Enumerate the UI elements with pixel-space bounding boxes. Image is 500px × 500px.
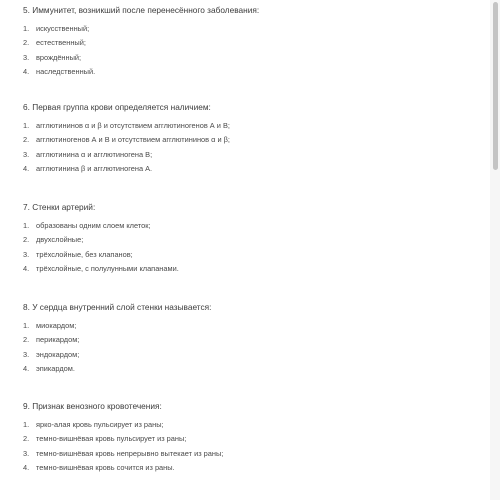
answer-text: агглютинина β и агглютиногена А. <box>36 164 153 174</box>
scrollbar-thumb[interactable] <box>493 2 498 170</box>
answer-number: 3. <box>23 52 30 62</box>
scrollbar-track[interactable] <box>490 0 500 500</box>
answer-list <box>23 22 478 79</box>
answer-option[interactable] <box>23 461 478 475</box>
answer-option[interactable] <box>23 333 478 347</box>
answer-text: агглютининов α и β и отсутствием агглютиногенов А и В; <box>36 121 230 131</box>
answer-number: 4. <box>23 364 30 374</box>
answer-list <box>23 219 478 276</box>
answer-text: миокардом; <box>36 321 77 331</box>
answer-number: 1. <box>23 24 30 34</box>
answer-option[interactable] <box>23 133 478 147</box>
question-9 <box>23 401 478 475</box>
question-7 <box>23 202 478 276</box>
answer-number: 4. <box>23 264 30 274</box>
answer-option[interactable] <box>23 148 478 162</box>
answer-text: врождённый; <box>36 52 82 62</box>
answer-option[interactable] <box>23 418 478 432</box>
answer-number: 4. <box>23 463 30 473</box>
answer-text: перикардом; <box>36 335 80 345</box>
question-title: 6. Первая группа крови определяется наличием: <box>23 102 211 112</box>
answer-option[interactable] <box>23 348 478 362</box>
answer-option[interactable] <box>23 22 478 36</box>
question-6 <box>23 102 478 176</box>
answer-list <box>23 119 478 176</box>
answer-option[interactable] <box>23 219 478 233</box>
answer-number: 2. <box>23 235 30 245</box>
answer-text: темно-вишнёвая кровь сочится из раны. <box>36 463 175 473</box>
answer-number: 4. <box>23 67 30 77</box>
answer-number: 4. <box>23 164 30 174</box>
answer-option[interactable] <box>23 319 478 333</box>
answer-number: 2. <box>23 335 30 345</box>
question-5 <box>23 5 478 79</box>
answer-text: наследственный. <box>36 67 96 77</box>
answer-number: 1. <box>23 420 30 430</box>
answer-text: трёхслойные, с полулунными клапанами. <box>36 264 179 274</box>
answer-option[interactable] <box>23 36 478 50</box>
answer-number: 2. <box>23 135 30 145</box>
question-title: 7. Стенки артерий: <box>23 202 96 212</box>
answer-text: агглютиногенов А и В и отсутствием агглютининов α и β; <box>36 135 230 145</box>
question-title: 9. Признак венозного кровотечения: <box>23 401 162 411</box>
answer-text: образованы одним слоем клеток; <box>36 221 151 231</box>
answer-option[interactable] <box>23 432 478 446</box>
answer-list <box>23 418 478 475</box>
answer-list <box>23 319 478 376</box>
answer-text: темно-вишнёвая кровь непрерывно вытекает из раны; <box>36 448 224 458</box>
answer-number: 3. <box>23 349 30 359</box>
question-title: 5. Иммунитет, возникший после перенесённого заболевания: <box>23 5 260 15</box>
answer-text: эпикардом. <box>36 364 75 374</box>
answer-option[interactable] <box>23 119 478 133</box>
answer-text: эндокардом; <box>36 349 80 359</box>
question-title: 8. У сердца внутренний слой стенки называется: <box>23 302 212 312</box>
answer-text: двухслойные; <box>36 235 84 245</box>
answer-text: агглютинина α и агглютиногена В; <box>36 149 153 159</box>
answer-option[interactable] <box>23 248 478 262</box>
answer-option[interactable] <box>23 65 478 79</box>
answer-text: ярко-алая кровь пульсирует из раны; <box>36 420 164 430</box>
answer-number: 1. <box>23 121 30 131</box>
answer-text: темно-вишнёвая кровь пульсирует из раны; <box>36 434 187 444</box>
answer-number: 1. <box>23 221 30 231</box>
answer-option[interactable] <box>23 51 478 65</box>
answer-number: 3. <box>23 149 30 159</box>
answer-number: 3. <box>23 448 30 458</box>
answer-text: трёхслойные, без клапанов; <box>36 249 133 259</box>
answer-option[interactable] <box>23 162 478 176</box>
answer-option[interactable] <box>23 262 478 276</box>
answer-number: 2. <box>23 434 30 444</box>
answer-text: искусственный; <box>36 24 90 34</box>
answer-number: 2. <box>23 38 30 48</box>
question-8 <box>23 302 478 376</box>
answer-text: естественный; <box>36 38 86 48</box>
answer-number: 1. <box>23 321 30 331</box>
answer-option[interactable] <box>23 362 478 376</box>
answer-option[interactable] <box>23 233 478 247</box>
answer-option[interactable] <box>23 447 478 461</box>
answer-number: 3. <box>23 249 30 259</box>
